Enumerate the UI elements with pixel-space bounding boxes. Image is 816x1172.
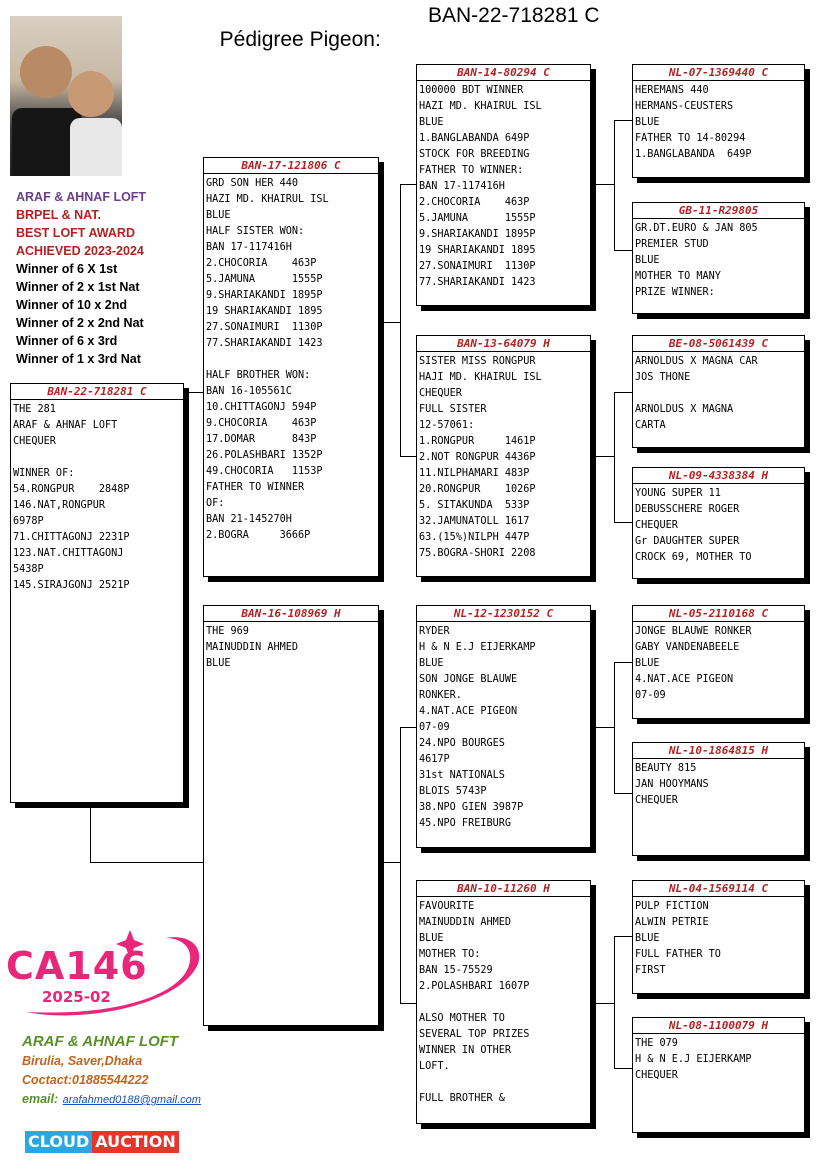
ring-number: BE-08-5061439 C: [633, 336, 804, 352]
pigeon-details: JONGE BLAUWE RONKER GABY VANDENABEELE BLUE 4.NAT.ACE PIGEON 07-09: [635, 626, 752, 701]
pigeon-details: YOUNG SUPER 11 DEBUSSCHERE ROGER CHEQUER Gr DAUGHTER SUPER CROCK 69, MOTHER TO: [635, 488, 752, 563]
pigeon-details: ARNOLDUS X MAGNA CAR JOS THONE ARNOLDUS X MAGNA CARTA: [635, 356, 758, 431]
pigeon-details: SISTER MISS RONGPUR HAJI MD. KHAIRUL ISL CHEQUER FULL SISTER 12-57061: 1.RONGPUR 1461P 2.NOT RONGPUR 4436P 11.NILPHAMARI 483P 20.RONGPUR 1026P 5. SITAKUNDA 533P 32.JAMUNATOLL 1617 63.(15%)NILPH 447P 75.BOGRA-SHORI 2208: [419, 356, 542, 559]
win-item: Winner of 2 x 2nd Nat: [16, 316, 144, 330]
brand-cloud: CLOUD: [25, 1131, 92, 1153]
ring-number: NL-10-1864815 H: [633, 743, 804, 759]
pigeon-card-dam: [203, 605, 379, 1026]
cloud-auction-logo: [25, 1131, 179, 1153]
pigeon-card-sds: [632, 335, 805, 448]
win-item: Winner of 10 x 2nd: [16, 298, 128, 312]
pigeon-card-main: [10, 383, 184, 803]
brand-auction: AUCTION: [92, 1131, 178, 1153]
owner-photo: [10, 16, 122, 176]
pigeon-card-dds: [632, 880, 805, 994]
ring-number: NL-09-4338384 H: [633, 468, 804, 484]
win-item: Winner of 2 x 1st Nat: [16, 280, 140, 294]
ring-number: BAN-22-718281 C: [11, 384, 183, 400]
win-item: Winner of 1 x 3rd Nat: [16, 352, 141, 366]
auction-code: CA146: [6, 944, 148, 988]
contact-block: [22, 1032, 201, 1108]
ring-number: BAN-16-108969 H: [204, 606, 378, 622]
loft-line4: ACHIEVED 2023-2024: [16, 244, 144, 258]
ring-number: NL-07-1369440 C: [633, 65, 804, 81]
pigeon-details: THE 079 H & N E.J EIJERKAMP CHEQUER: [635, 1038, 752, 1081]
pigeon-details: FAVOURITE MAINUDDIN AHMED BLUE MOTHER TO: BAN 15-75529 2.POLASHBARI 1607P ALSO MOTHER TO SEVERAL TOP PRIZES WINNER IN OTHER LOFT. FULL BROTHER &: [419, 901, 530, 1104]
pigeon-details: GRD SON HER 440 HAZI MD. KHAIRUL ISL BLUE HALF SISTER WON: BAN 17-117416H 2.CHOCORIA 463P 5.JAMUNA 1555P 9.SHARIAKANDI 1895P 19 SHARIAKANDI 1895 27.SONAIMURI 1130P 77.SHARIAKANDI 1423 HALF BROTHER WON: BAN 16-105561C 10.CHITTAGONJ 594P 9.CHOCORIA 463P 17.DOMAR 843P 26.POLASHBARI 1352P 49.CHOCORIA 1153P FATHER TO WINNER OF: BAN 21-145270H 2.BOGRA 3666P: [206, 178, 329, 541]
ring-number: BAN-17-121806 C: [204, 158, 378, 174]
email-label: email:: [22, 1092, 59, 1106]
ring-number: NL-04-1569114 C: [633, 881, 804, 897]
title-label: Pédigree Pigeon:: [219, 28, 381, 51]
pigeon-card-sire-sire: [416, 64, 591, 306]
pigeon-card-dsd: [632, 742, 805, 856]
pigeon-card-dam-dam: [416, 880, 591, 1124]
auction-date: 2025-02: [42, 988, 111, 1006]
ring-number: GB-11-R29805: [633, 203, 804, 219]
ring-number: NL-05-2110168 C: [633, 606, 804, 622]
title-ring-code: BAN-22-718281 C: [428, 4, 600, 27]
win-item: Winner of 6 x 3rd: [16, 334, 118, 348]
loft-info: [16, 188, 146, 368]
pigeon-card-sdd: [632, 467, 805, 579]
loft-line2: BRPEL & NAT.: [16, 208, 101, 222]
win-item: Winner of 6 X 1st: [16, 262, 118, 276]
pigeon-details: BEAUTY 815 JAN HOOYMANS CHEQUER: [635, 763, 709, 806]
pigeon-card-sire: [203, 157, 379, 577]
pigeon-details: THE 969 MAINUDDIN AHMED BLUE: [206, 626, 299, 669]
pigeon-details: GR.DT.EURO & JAN 805 PREMIER STUD BLUE MOTHER TO MANY PRIZE WINNER:: [635, 223, 758, 298]
pigeon-details: THE 281 ARAF & AHNAF LOFT CHEQUER WINNER OF: 54.RONGPUR 2848P 146.NAT,RONGPUR 6978P 71.CHITTAGONJ 2231P 123.NAT.CHITTAGONJ 5438P 145.SIRAJGONJ 2521P: [13, 404, 130, 591]
pigeon-card-ssd: [632, 202, 805, 314]
ring-number: NL-12-1230152 C: [417, 606, 590, 622]
pigeon-card-sire-dam: [416, 335, 591, 577]
contact-loft-name: ARAF & AHNAF LOFT: [22, 1033, 179, 1050]
email-link[interactable]: arafahmed0188@gmail.com: [62, 1094, 201, 1106]
pigeon-card-ddd: [632, 1017, 805, 1133]
pigeon-card-dss: [632, 605, 805, 719]
ring-number: NL-08-1100079 H: [633, 1018, 804, 1034]
pigeon-card-sss: [632, 64, 805, 178]
pigeon-details: 100000 BDT WINNER HAZI MD. KHAIRUL ISL BLUE 1.BANGLABANDA 649P STOCK FOR BREEDING FATHER TO WINNER: BAN 17-117416H 2.CHOCORIA 463P 5.JAMUNA 1555P 9.SHARIAKANDI 1895P 19 SHARIAKANDI 1895 27.SONAIMURI 1130P 77.SHARIAKANDI 1423: [419, 85, 542, 288]
pigeon-details: HEREMANS 440 HERMANS-CEUSTERS BLUE FATHER TO 14-80294 1.BANGLABANDA 649P: [635, 85, 752, 160]
pigeon-details: PULP FICTION ALWIN PETRIE BLUE FULL FATHER TO FIRST: [635, 901, 721, 976]
ring-number: BAN-14-80294 C: [417, 65, 590, 81]
loft-name: ARAF & AHNAF LOFT: [16, 190, 147, 204]
contact-phone: Coctact:01885544222: [22, 1073, 149, 1087]
pigeon-details: RYDER H & N E.J EIJERKAMP BLUE SON JONGE BLAUWE RONKER. 4.NAT.ACE PIGEON 07-09 24.NPO BOURGES 4617P 31st NATIONALS BLOIS 5743P 38.NPO GIEN 3987P 45.NPO FREIBURG: [419, 626, 536, 829]
loft-line3: BEST LOFT AWARD: [16, 226, 135, 240]
ring-number: BAN-13-64079 H: [417, 336, 590, 352]
contact-address: Birulia, Saver,Dhaka: [22, 1054, 143, 1068]
ring-number: BAN-10-11260 H: [417, 881, 590, 897]
pigeon-card-dam-sire: [416, 605, 591, 848]
